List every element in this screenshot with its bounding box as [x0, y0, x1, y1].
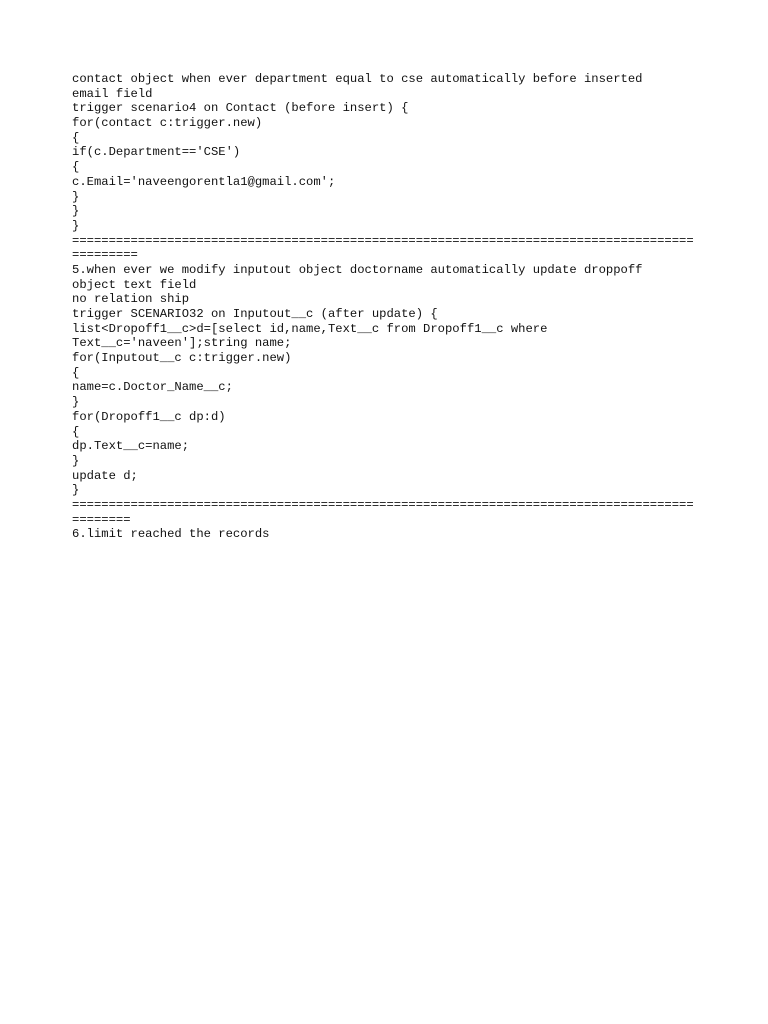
code-line: name=c.Doctor_Name__c;	[72, 380, 233, 395]
separator-line: =========	[72, 248, 138, 263]
text-line: email field	[72, 86, 153, 101]
code-line: Text__c='naveen'];string name;	[72, 336, 292, 351]
code-line: }	[72, 395, 80, 410]
text-line: no relation ship	[72, 292, 190, 307]
code-line: {	[72, 130, 80, 145]
code-line: }	[72, 453, 80, 468]
code-line: list<Dropoff1__c>d=[select id,name,Text__c from Dropoff1__c where	[72, 321, 548, 336]
code-line: }	[72, 189, 80, 204]
text-line: contact object when ever department equal to cse automatically before inserted	[72, 72, 643, 86]
code-line: for(Dropoff1__c dp:d)	[72, 409, 226, 424]
code-line: if(c.Department=='CSE')	[72, 145, 241, 160]
code-line: {	[72, 424, 80, 439]
code-line: for(Inputout__c c:trigger.new)	[72, 351, 292, 366]
text-line: object text field	[72, 277, 197, 292]
separator-line: =====================================================================================	[72, 497, 694, 512]
code-line: trigger scenario4 on Contact (before insert) {	[72, 101, 409, 116]
code-line: {	[72, 160, 80, 175]
text-line: 5.when ever we modify inputout object doctorname automatically update droppoff	[72, 262, 643, 277]
code-line: dp.Text__c=name;	[72, 439, 190, 454]
code-line: }	[72, 204, 80, 219]
separator-line: ========	[72, 512, 131, 527]
code-line: update d;	[72, 468, 138, 483]
code-line: trigger SCENARIO32 on Inputout__c (after update) {	[72, 307, 438, 321]
code-line: for(contact c:trigger.new)	[72, 116, 263, 131]
document-page	[72, 72, 712, 542]
text-line: 6.limit reached the records	[72, 527, 270, 542]
code-line: }	[72, 483, 80, 498]
code-line: }	[72, 218, 80, 233]
code-line: c.Email='naveengorentla1@gmail.com';	[72, 174, 336, 189]
code-line: {	[72, 365, 80, 380]
separator-line: =====================================================================================	[72, 233, 694, 248]
